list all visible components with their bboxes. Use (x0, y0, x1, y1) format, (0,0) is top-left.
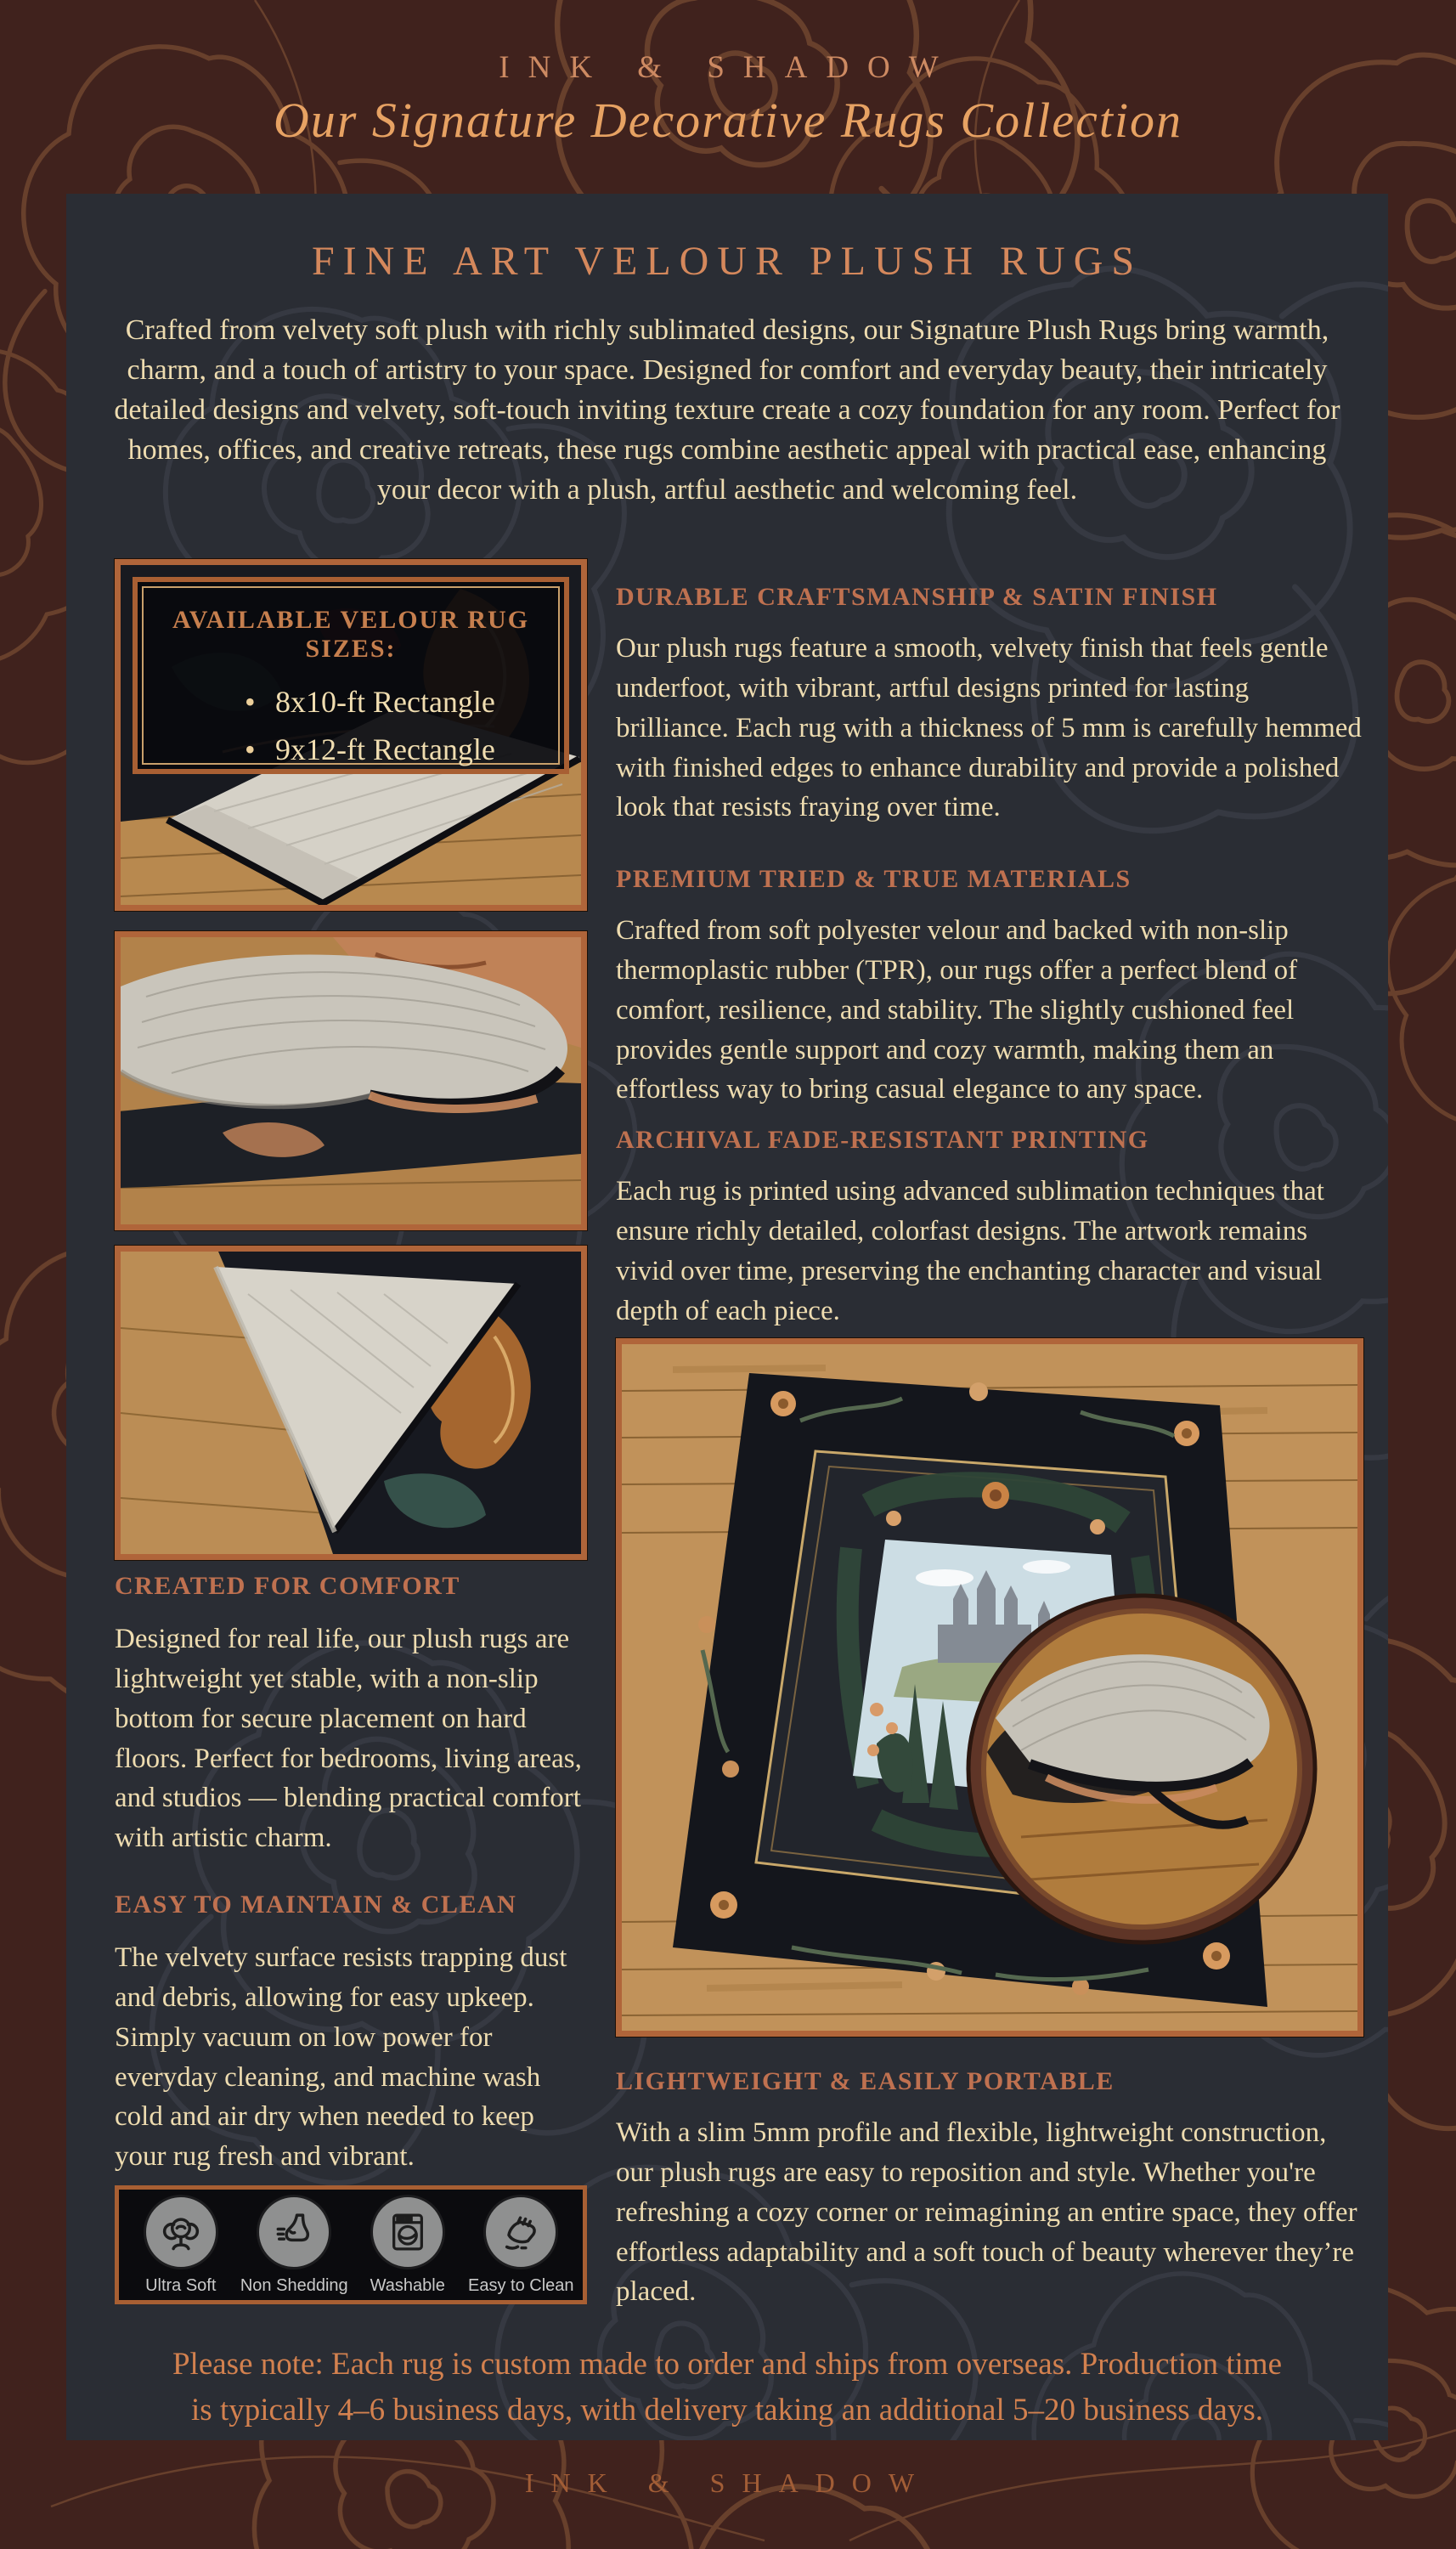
sizes-heading: AVAILABLE VELOUR RUG SIZES: (172, 606, 530, 663)
washing-machine-icon (370, 2195, 445, 2269)
size-item: • 9x12-ft Rectangle (238, 726, 564, 774)
size-item: • 8x10-ft Rectangle (238, 679, 564, 726)
brand-name-top: INK & SHADOW (499, 50, 957, 85)
hand-wipe-icon (483, 2195, 558, 2269)
section-body-durable: Our plush rugs feature a smooth, velvety finish that feels gentle underfoot, with vibrant, artful designs printed for lasting brilliance. Each rug with a thickness of 5 mm is carefully hemmed with finished edges to enhance durability and provide a polished look that resists fraying over time. (616, 633, 1362, 823)
feature-label: Non Shedding (240, 2275, 348, 2295)
photo-rug-corner-1 (115, 559, 587, 911)
section-heading-archival: ARCHIVAL FADE-RESISTANT PRINTING (616, 1126, 1149, 1154)
section-body-archival: Each rug is printed using advanced sublimation techniques that ensure richly detailed, colorfast designs. The artwork remains vivid over time, preserving the enchanting character and visual depth of each piece. (616, 1176, 1324, 1326)
section-body-comfort: Designed for real life, our plush rugs are lightweight yet stable, with a non-slip bottom for secure placement on hard floors. Perfect for bedrooms, living areas, and studios — blending practical comfort with artistic charm. (115, 1624, 582, 1854)
feature-easy-clean (470, 2195, 572, 2296)
section-heading-lightweight: LIGHTWEIGHT & EASILY PORTABLE (616, 2067, 1115, 2095)
feature-ultra-soft (130, 2195, 232, 2296)
brand-name-footer: INK & SHADOW (524, 2467, 932, 2498)
page-title: FINE ART VELOUR PLUSH RUGS (311, 239, 1143, 284)
production-note-line2: is typically 4–6 business days, with delivery taking an additional 5–20 business days. (191, 2392, 1263, 2427)
photo-full-rug-display (616, 1338, 1363, 2037)
feature-label: Washable (370, 2275, 445, 2295)
cotton-icon (144, 2195, 218, 2269)
sizes-list (238, 679, 564, 774)
section-heading-durable: DURABLE CRAFTSMANSHIP & SATIN FINISH (616, 583, 1218, 611)
production-note-line1: Please note: Each rug is custom made to order and ships from overseas. Production time (172, 2347, 1282, 2382)
full-rug-photo-art (622, 1344, 1357, 2031)
intro-paragraph: Crafted from velvety soft plush with richly sublimated designs, our Signature Plush Rugs bring warmth, charm, and a touch of artistry to your space. Designed for comfort and everyday beauty, their intricately detailed designs and velvety, soft-touch inviting texture create a cozy foundation for any room. Perfect for homes, offices, and creative retreats, these rugs combine aesthetic appeal with practical ease, enhancing your decor with a plush, artful aesthetic and welcoming feel. (114, 314, 1340, 506)
section-heading-clean: EASY TO MAINTAIN & CLEAN (115, 1891, 517, 1919)
feature-non-shedding (240, 2195, 348, 2296)
feature-label: Easy to Clean (468, 2275, 574, 2295)
section-heading-comfort: CREATED FOR COMFORT (115, 1572, 460, 1600)
section-body-premium: Crafted from soft polyester velour and backed with non-slip thermoplastic rubber (TPR), our rugs offer a perfect blend of comfort, resilience, and stability. The slightly cushioned feel provides gentle support and cozy warmth, making them an effortless way to bring casual elegance to any space. (616, 915, 1298, 1105)
section-heading-premium: PREMIUM TRIED & TRUE MATERIALS (616, 865, 1132, 893)
rug-corner-photo-3-art (121, 1252, 581, 1554)
available-sizes-box (133, 577, 569, 774)
section-body-clean: The velvety surface resists trapping dust and debris, allowing for easy upkeep. Simply vacuum on low power for everyday cleaning, and machine wash cold and air dry when needed to keep your rug fresh and vibrant. (115, 1942, 567, 2173)
foot-icon (257, 2195, 331, 2269)
production-note (66, 2342, 1388, 2433)
main-content-panel (66, 194, 1388, 2440)
feature-label: Ultra Soft (145, 2275, 217, 2295)
section-body-lightweight: With a slim 5mm profile and flexible, lightweight construction, our plush rugs are easy to reposition and style. Whether you're refreshing a cozy corner or reimagining an entire space, they offer effortless adaptability and a soft touch of beauty wherever they’re placed. (616, 2117, 1357, 2308)
feature-icon-box (115, 2185, 587, 2304)
photo-rug-corner-2 (115, 931, 587, 1230)
photo-rug-corner-3 (115, 1246, 587, 1560)
feature-washable (357, 2195, 459, 2296)
collection-subtitle-script: Our Signature Decorative Rugs Collection (273, 93, 1183, 148)
rug-corner-photo-2-art (121, 937, 581, 1224)
